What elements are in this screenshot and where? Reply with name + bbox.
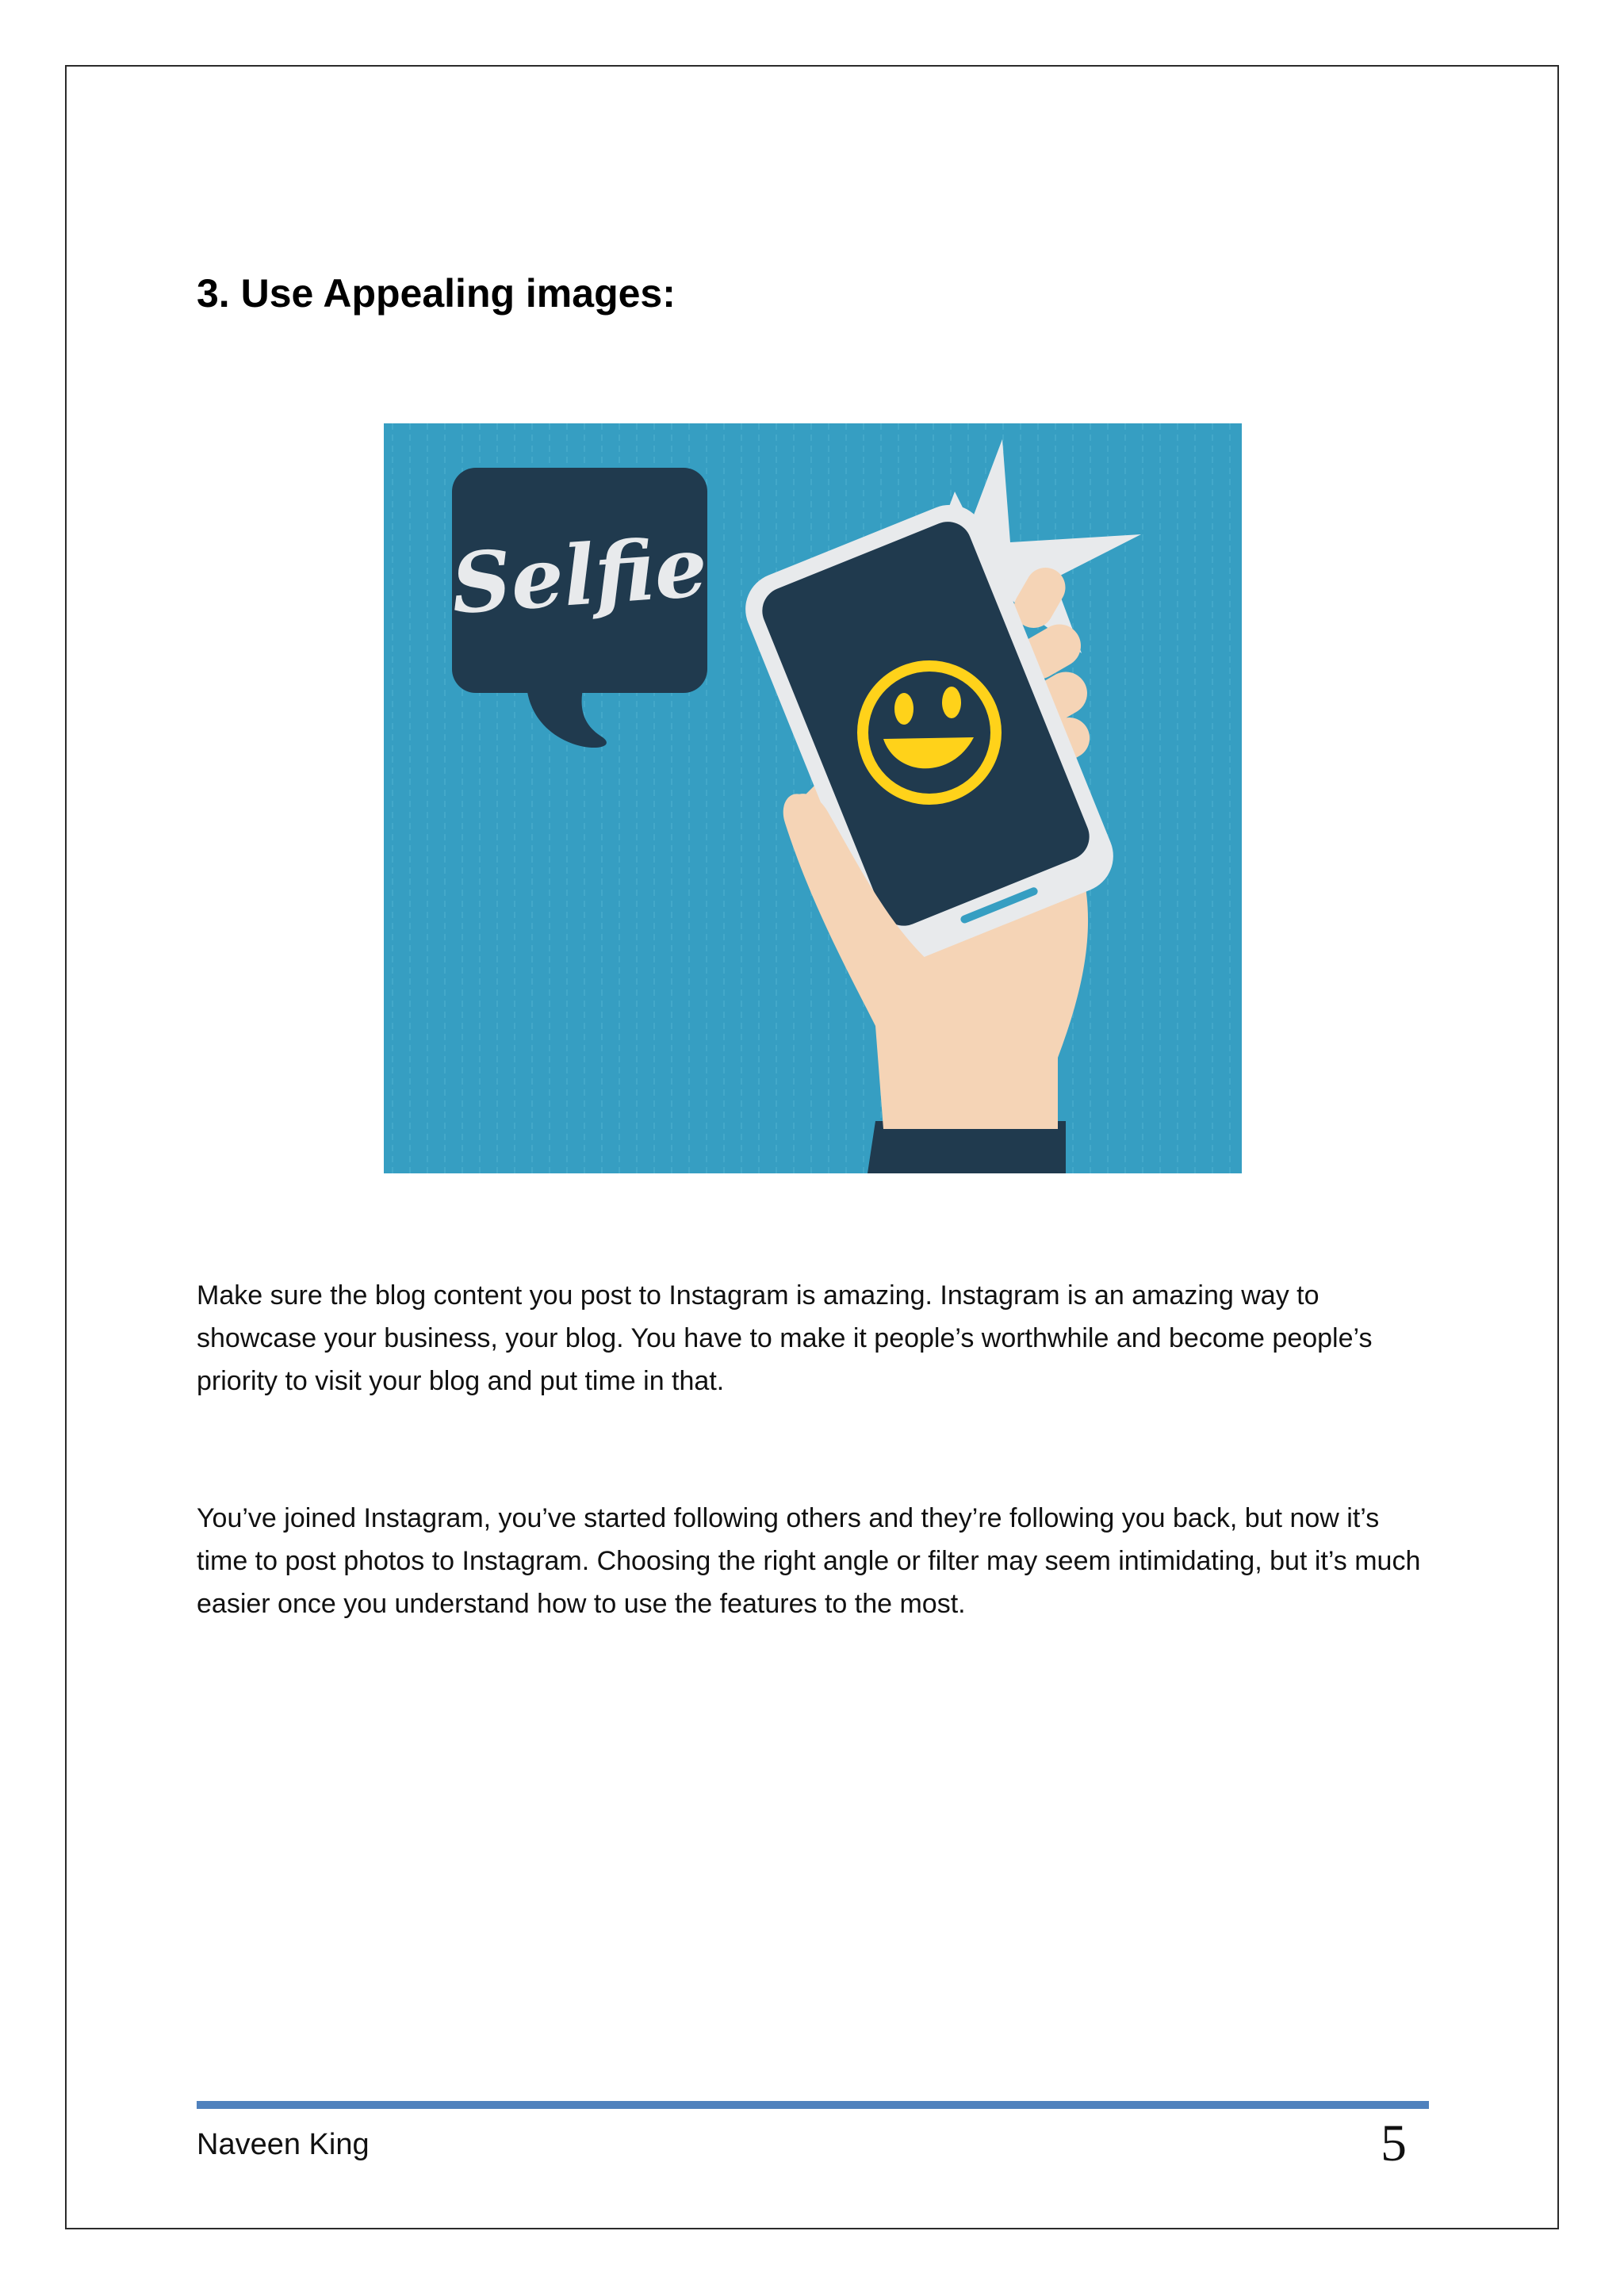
footer-rule (197, 2101, 1429, 2109)
footer-author: Naveen King (197, 2128, 370, 2161)
page-number: 5 (1381, 2114, 1407, 2172)
paragraph-2: You’ve joined Instagram, you’ve started following others and they’re following you back, but now it’s time to post photos to Instagram. Choosing the right angle or filter may seem intimidating, but it’s much easier once you understand how to use the features to the most. (197, 1503, 1421, 1619)
paragraph-1: Make sure the blog content you post to Instagram is amazing. Instagram is an amazing way to showcase your business, your blog. You have to make it people’s worthwhile and become people’s priority to visit your blog and put time in that. (197, 1280, 1373, 1396)
section-heading: 3. Use Appealing images: (197, 271, 676, 316)
selfie-label: Selfie (448, 517, 710, 633)
selfie-illustration (384, 423, 1242, 1173)
